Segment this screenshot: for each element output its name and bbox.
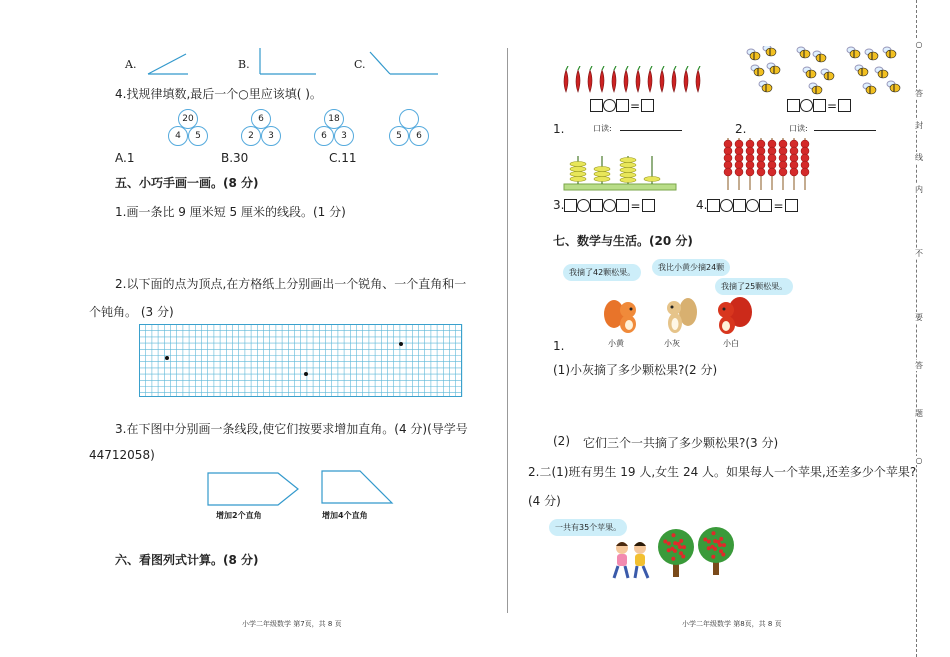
answer-box[interactable] (616, 99, 629, 112)
q4-text: 4.找规律填数,最后一个○里应该填( )。 (115, 87, 322, 101)
binding-line-char: 题 (915, 409, 923, 418)
angle-a-figure (146, 52, 190, 76)
squirrel-gray-icon (658, 296, 698, 336)
vertex-dot (399, 342, 403, 346)
bees-picture (745, 46, 905, 100)
trapezoid-shape[interactable] (320, 469, 396, 505)
left-number-circle: 6 (314, 126, 334, 146)
angle-c-figure (368, 50, 440, 76)
pentagon-shape[interactable] (206, 471, 302, 507)
right-number-circle: 3 (261, 126, 281, 146)
q2-line1: 2.二(1)班有男生 19 人,女生 24 人。如果每人一个苹果,还差多少个苹果? (528, 465, 917, 479)
p1-read-label: 口读: (593, 124, 612, 133)
q1-sub1: (1)小灰摘了多少颗松果?(2 分) (553, 363, 718, 377)
right-footer: 小学二年级数学 第8页，共 8 页 (682, 620, 782, 628)
binding-line-char: 不 (915, 249, 923, 258)
answer-box[interactable] (813, 99, 826, 112)
s5-q3-line2: 44712058) (89, 448, 155, 462)
p3-number: 3. (553, 198, 565, 212)
binding-line-char: 答 (915, 361, 923, 370)
section6-title: 六、看图列式计算。(8 分) (115, 553, 259, 567)
vertex-dot (304, 372, 308, 376)
right-number-circle: 5 (188, 126, 208, 146)
p2-number: 2. (735, 122, 747, 136)
eq-3-row[interactable] (553, 198, 655, 213)
answer-box[interactable] (838, 99, 851, 112)
q1-sub2-number: (2) (553, 434, 570, 448)
shape1-caption: 增加2个直角 (216, 511, 262, 520)
vertex-dot (165, 356, 169, 360)
candied-fruit-picture (720, 138, 820, 192)
s5-q2-line1: 2.以下面的点为顶点,在方格纸上分别画出一个锐角、一个直角和一 (115, 277, 467, 291)
right-number-circle: 3 (334, 126, 354, 146)
p4-number: 4. (696, 198, 708, 212)
answer-box[interactable] (642, 199, 655, 212)
angle-b-figure (256, 48, 318, 76)
top-number-circle: 18 (324, 109, 344, 129)
q4-option-b: B.30 (221, 151, 249, 165)
s5-q2-line2: 个钝角。 (3 分) (89, 305, 174, 319)
p1-read-line[interactable] (620, 130, 682, 131)
answer-box[interactable] (785, 199, 798, 212)
equals-sign: = (630, 198, 641, 213)
q4-option-c: C.11 (329, 151, 357, 165)
left-number-circle: 2 (241, 126, 261, 146)
left-number-circle: 5 (389, 126, 409, 146)
choice-b-label: B. (238, 58, 250, 71)
answer-box[interactable] (616, 199, 629, 212)
binding-line-char: ○ (915, 40, 923, 49)
answer-box[interactable] (759, 199, 772, 212)
p1-number: 1. (553, 122, 565, 136)
operator-circle[interactable] (603, 199, 616, 212)
choice-c-label: C. (354, 58, 366, 71)
left-number-circle: 4 (168, 126, 188, 146)
q2-line2: (4 分) (528, 494, 561, 508)
operator-circle[interactable] (577, 199, 590, 212)
equals-sign: = (630, 98, 641, 113)
answer-box[interactable] (787, 99, 800, 112)
section7-title: 七、数学与生活。(20 分) (553, 234, 693, 248)
squirrel-yellow-label: 小黄 (608, 339, 624, 348)
operator-circle[interactable] (800, 99, 813, 112)
page-divider (507, 48, 508, 613)
equals-sign: = (773, 198, 784, 213)
binding-line-char: 封 (915, 121, 923, 130)
abacus-picture (560, 152, 686, 194)
operator-circle[interactable] (603, 99, 616, 112)
answer-box[interactable] (707, 199, 720, 212)
answer-box[interactable] (590, 99, 603, 112)
q1-number: 1. (553, 339, 565, 353)
squirrel-yellow-icon (602, 296, 642, 336)
answer-box[interactable] (641, 99, 654, 112)
answer-box[interactable] (733, 199, 746, 212)
section5-title: 五、小巧手画一画。(8 分) (115, 176, 259, 190)
p2-read-label: 口读: (789, 124, 808, 133)
eq-4-row[interactable] (696, 198, 798, 213)
apple-bubble: 一共有35个苹果。 (549, 519, 627, 536)
right-number-circle: 6 (409, 126, 429, 146)
bubble-gray: 我比小黄少摘24颗 (652, 259, 730, 276)
eq-1-boxes[interactable] (590, 98, 654, 113)
answer-box[interactable] (590, 199, 603, 212)
operator-circle[interactable] (720, 199, 733, 212)
squirrel-white-label: 小白 (723, 339, 739, 348)
operator-circle[interactable] (746, 199, 759, 212)
children-picture (608, 540, 654, 580)
top-number-circle: 20 (178, 109, 198, 129)
binding-line-char: 要 (915, 313, 923, 322)
squirrel-gray-label: 小灰 (664, 339, 680, 348)
q1-sub2: 它们三个一共摘了多少颗松果?(3 分) (583, 436, 779, 450)
grid-paper[interactable] (139, 324, 463, 398)
eq-2-boxes[interactable] (787, 98, 851, 113)
bubble-yellow: 我摘了42颗松果。 (563, 264, 641, 281)
equals-sign: = (827, 98, 838, 113)
binding-line-char: 线 (915, 153, 923, 162)
left-footer: 小学二年级数学 第7页，共 8 页 (242, 620, 342, 628)
s5-q1-text: 1.画一条比 9 厘米短 5 厘米的线段。(1 分) (115, 205, 346, 219)
chilies-picture (560, 66, 710, 96)
p2-read-line[interactable] (814, 130, 876, 131)
q4-option-a: A.1 (115, 151, 135, 165)
bubble-white: 我摘了25颗松果。 (715, 278, 793, 295)
binding-line-char: ○ (915, 456, 923, 465)
s5-q3-line1: 3.在下图中分别画一条线段,使它们按要求增加直角。(4 分)(导学号 (115, 422, 468, 436)
binding-line-char: 答 (915, 89, 923, 98)
answer-box[interactable] (564, 199, 577, 212)
apple-trees-picture (654, 525, 740, 580)
squirrel-white-icon (710, 296, 754, 336)
shape2-caption: 增加4个直角 (322, 511, 368, 520)
top-number-circle: 6 (251, 109, 271, 129)
binding-line-char: 内 (915, 185, 923, 194)
choice-a-label: A. (125, 58, 137, 71)
